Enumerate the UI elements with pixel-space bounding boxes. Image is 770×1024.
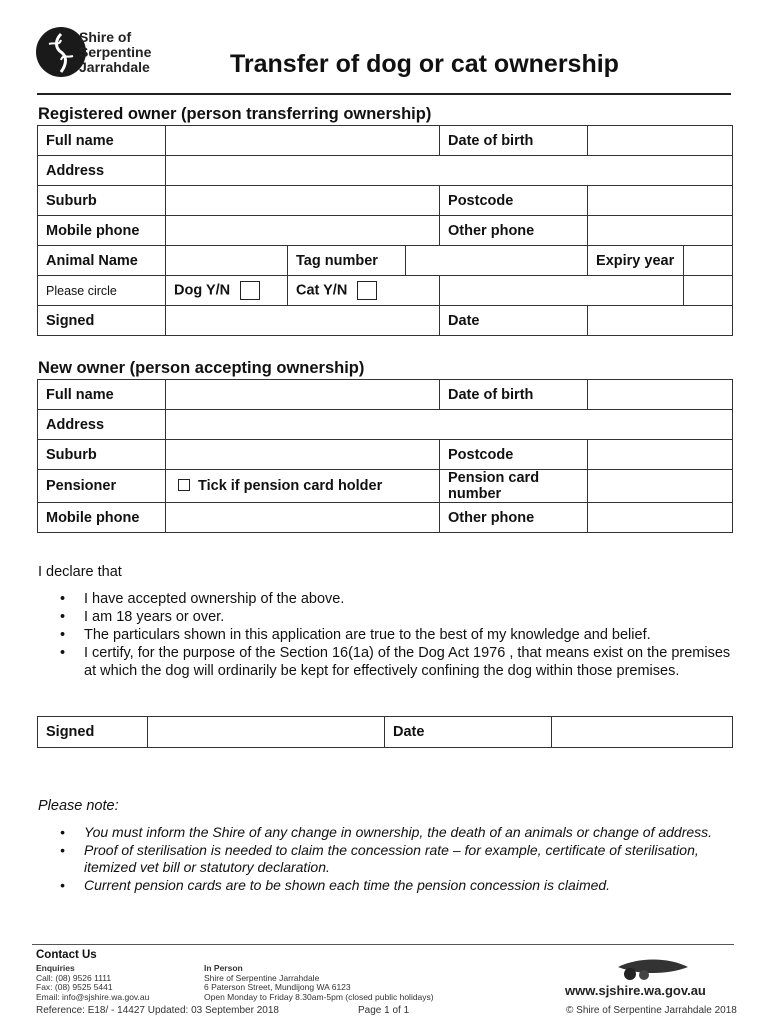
mobile-field[interactable] [166, 216, 440, 246]
new-address-field[interactable] [166, 410, 733, 440]
logo-text: Shire of Serpentine Jarrahdale [79, 29, 152, 75]
enquiries-heading: Enquiries [36, 963, 75, 973]
tag-number-field[interactable] [406, 246, 588, 276]
address-label: Address [38, 156, 166, 186]
pension-card-number-label: Pension card number [440, 470, 588, 503]
new-address-label: Address [38, 410, 166, 440]
call-text: Call: (08) 9526 1111 [36, 972, 112, 983]
email-link[interactable]: Email: info@sjshire.wa.gov.au [36, 991, 150, 1002]
expiry-year-field[interactable] [684, 246, 733, 276]
registered-owner-heading: Registered owner (person transferring ownership) [38, 105, 432, 123]
suburb-label: Suburb [38, 186, 166, 216]
cat-cell [288, 276, 440, 306]
cat-label: Cat Y/N [296, 282, 348, 299]
new-dob-label: Date of birth [440, 380, 588, 410]
other-phone-field[interactable] [588, 216, 733, 246]
note-item: • You must inform the Shire of any change in ownership, the death of an animals or change of address. [60, 824, 736, 842]
declaration-list [60, 590, 736, 680]
other-phone-label: Other phone [440, 216, 588, 246]
new-other-phone-field[interactable] [588, 503, 733, 533]
page-title: Transfer of dog or cat ownership [230, 50, 619, 78]
new-dob-field[interactable] [588, 380, 733, 410]
new-postcode-label: Postcode [440, 440, 588, 470]
address-field[interactable] [166, 156, 733, 186]
new-mobile-field[interactable] [166, 503, 440, 533]
registered-owner-table [37, 125, 733, 336]
full-name-field[interactable] [166, 126, 440, 156]
dob-label: Date of birth [440, 126, 588, 156]
new-owner-heading: New owner (person accepting ownership) [38, 359, 365, 377]
footer-divider [32, 944, 734, 945]
note-item: • Current pension cards are to be shown each time the pension concession is claimed. [60, 877, 736, 895]
pension-tick-label: Tick if pension card holder [198, 478, 383, 494]
blank-cell-end [684, 276, 733, 306]
pension-tick-cell [166, 470, 440, 503]
declaration-date-label: Date [385, 717, 552, 748]
pension-checkbox[interactable] [178, 479, 190, 491]
note-item: • Proof of sterilisation is needed to claim the concession rate – for example, certificate of sterilisation, itemized vet bill or statutory declaration. [60, 842, 736, 877]
please-note-heading: Please note: [38, 798, 119, 814]
contact-heading: Contact Us [36, 949, 97, 961]
in-person-heading: In Person [204, 963, 243, 973]
signed-field[interactable] [166, 306, 440, 336]
in-person-block [204, 964, 434, 1002]
new-postcode-field[interactable] [588, 440, 733, 470]
please-circle-label: Please circle [38, 276, 166, 306]
in-person-line: 6 Paterson Street, Mundijong WA 6123 [204, 982, 351, 992]
fax-text: Fax: (08) 9525 5441 [36, 982, 113, 992]
full-name-label: Full name [38, 126, 166, 156]
postcode-label: Postcode [440, 186, 588, 216]
mobile-label: Mobile phone [38, 216, 166, 246]
suburb-field[interactable] [166, 186, 440, 216]
copyright-text: © Shire of Serpentine Jarrahdale 2018 [566, 1005, 737, 1016]
in-person-line: Shire of Serpentine Jarrahdale [204, 972, 320, 983]
dog-cell [166, 276, 288, 306]
postcode-field[interactable] [588, 186, 733, 216]
new-suburb-field[interactable] [166, 440, 440, 470]
blank-cell [440, 276, 684, 306]
in-person-line: Open Monday to Friday 8.30am-5pm (closed public holidays) [204, 991, 434, 1002]
new-other-phone-label: Other phone [440, 503, 588, 533]
declaration-date-field[interactable] [552, 717, 733, 748]
pension-card-number-field[interactable] [588, 470, 733, 503]
new-suburb-label: Suburb [38, 440, 166, 470]
new-mobile-label: Mobile phone [38, 503, 166, 533]
declaration-item: • I am 18 years or over. [60, 608, 736, 626]
declaration-signed-label: Signed [38, 717, 148, 748]
reference-text: Reference: E18/ - 14427 Updated: 03 September 2018 [36, 1005, 279, 1016]
declaration-item: • I have accepted ownership of the above. [60, 590, 736, 608]
new-full-name-label: Full name [38, 380, 166, 410]
expiry-year-label: Expiry year [588, 246, 684, 276]
animal-name-label: Animal Name [38, 246, 166, 276]
tag-number-label: Tag number [288, 246, 406, 276]
date-field[interactable] [588, 306, 733, 336]
declaration-intro: I declare that [38, 564, 122, 580]
page-number: Page 1 of 1 [358, 1005, 410, 1016]
declaration-item: • I certify, for the purpose of the Section 16(1a) of the Dog Act 1976 , that means exist on the premises at which the dog will ordinarily be kept for effectively confining the dog within those premises. [60, 644, 736, 680]
date-label: Date [440, 306, 588, 336]
pensioner-label: Pensioner [38, 470, 166, 503]
declaration-signed-field[interactable] [148, 717, 385, 748]
title-divider [37, 93, 731, 95]
enquiries-block [36, 964, 149, 1002]
new-full-name-field[interactable] [166, 380, 440, 410]
gum-nut-icon [608, 955, 692, 981]
notes-list [60, 824, 736, 894]
animal-name-field[interactable] [166, 246, 288, 276]
declaration-item: • The particulars shown in this application are true to the best of my knowledge and belief. [60, 626, 736, 644]
dog-checkbox[interactable] [240, 281, 260, 300]
dog-label: Dog Y/N [174, 282, 231, 299]
new-owner-table [37, 379, 733, 533]
signed-label: Signed [38, 306, 166, 336]
dob-field[interactable] [588, 126, 733, 156]
cat-checkbox[interactable] [357, 281, 377, 300]
website-link[interactable]: www.sjshire.wa.gov.au [565, 983, 706, 998]
declaration-sign-table [37, 716, 733, 748]
